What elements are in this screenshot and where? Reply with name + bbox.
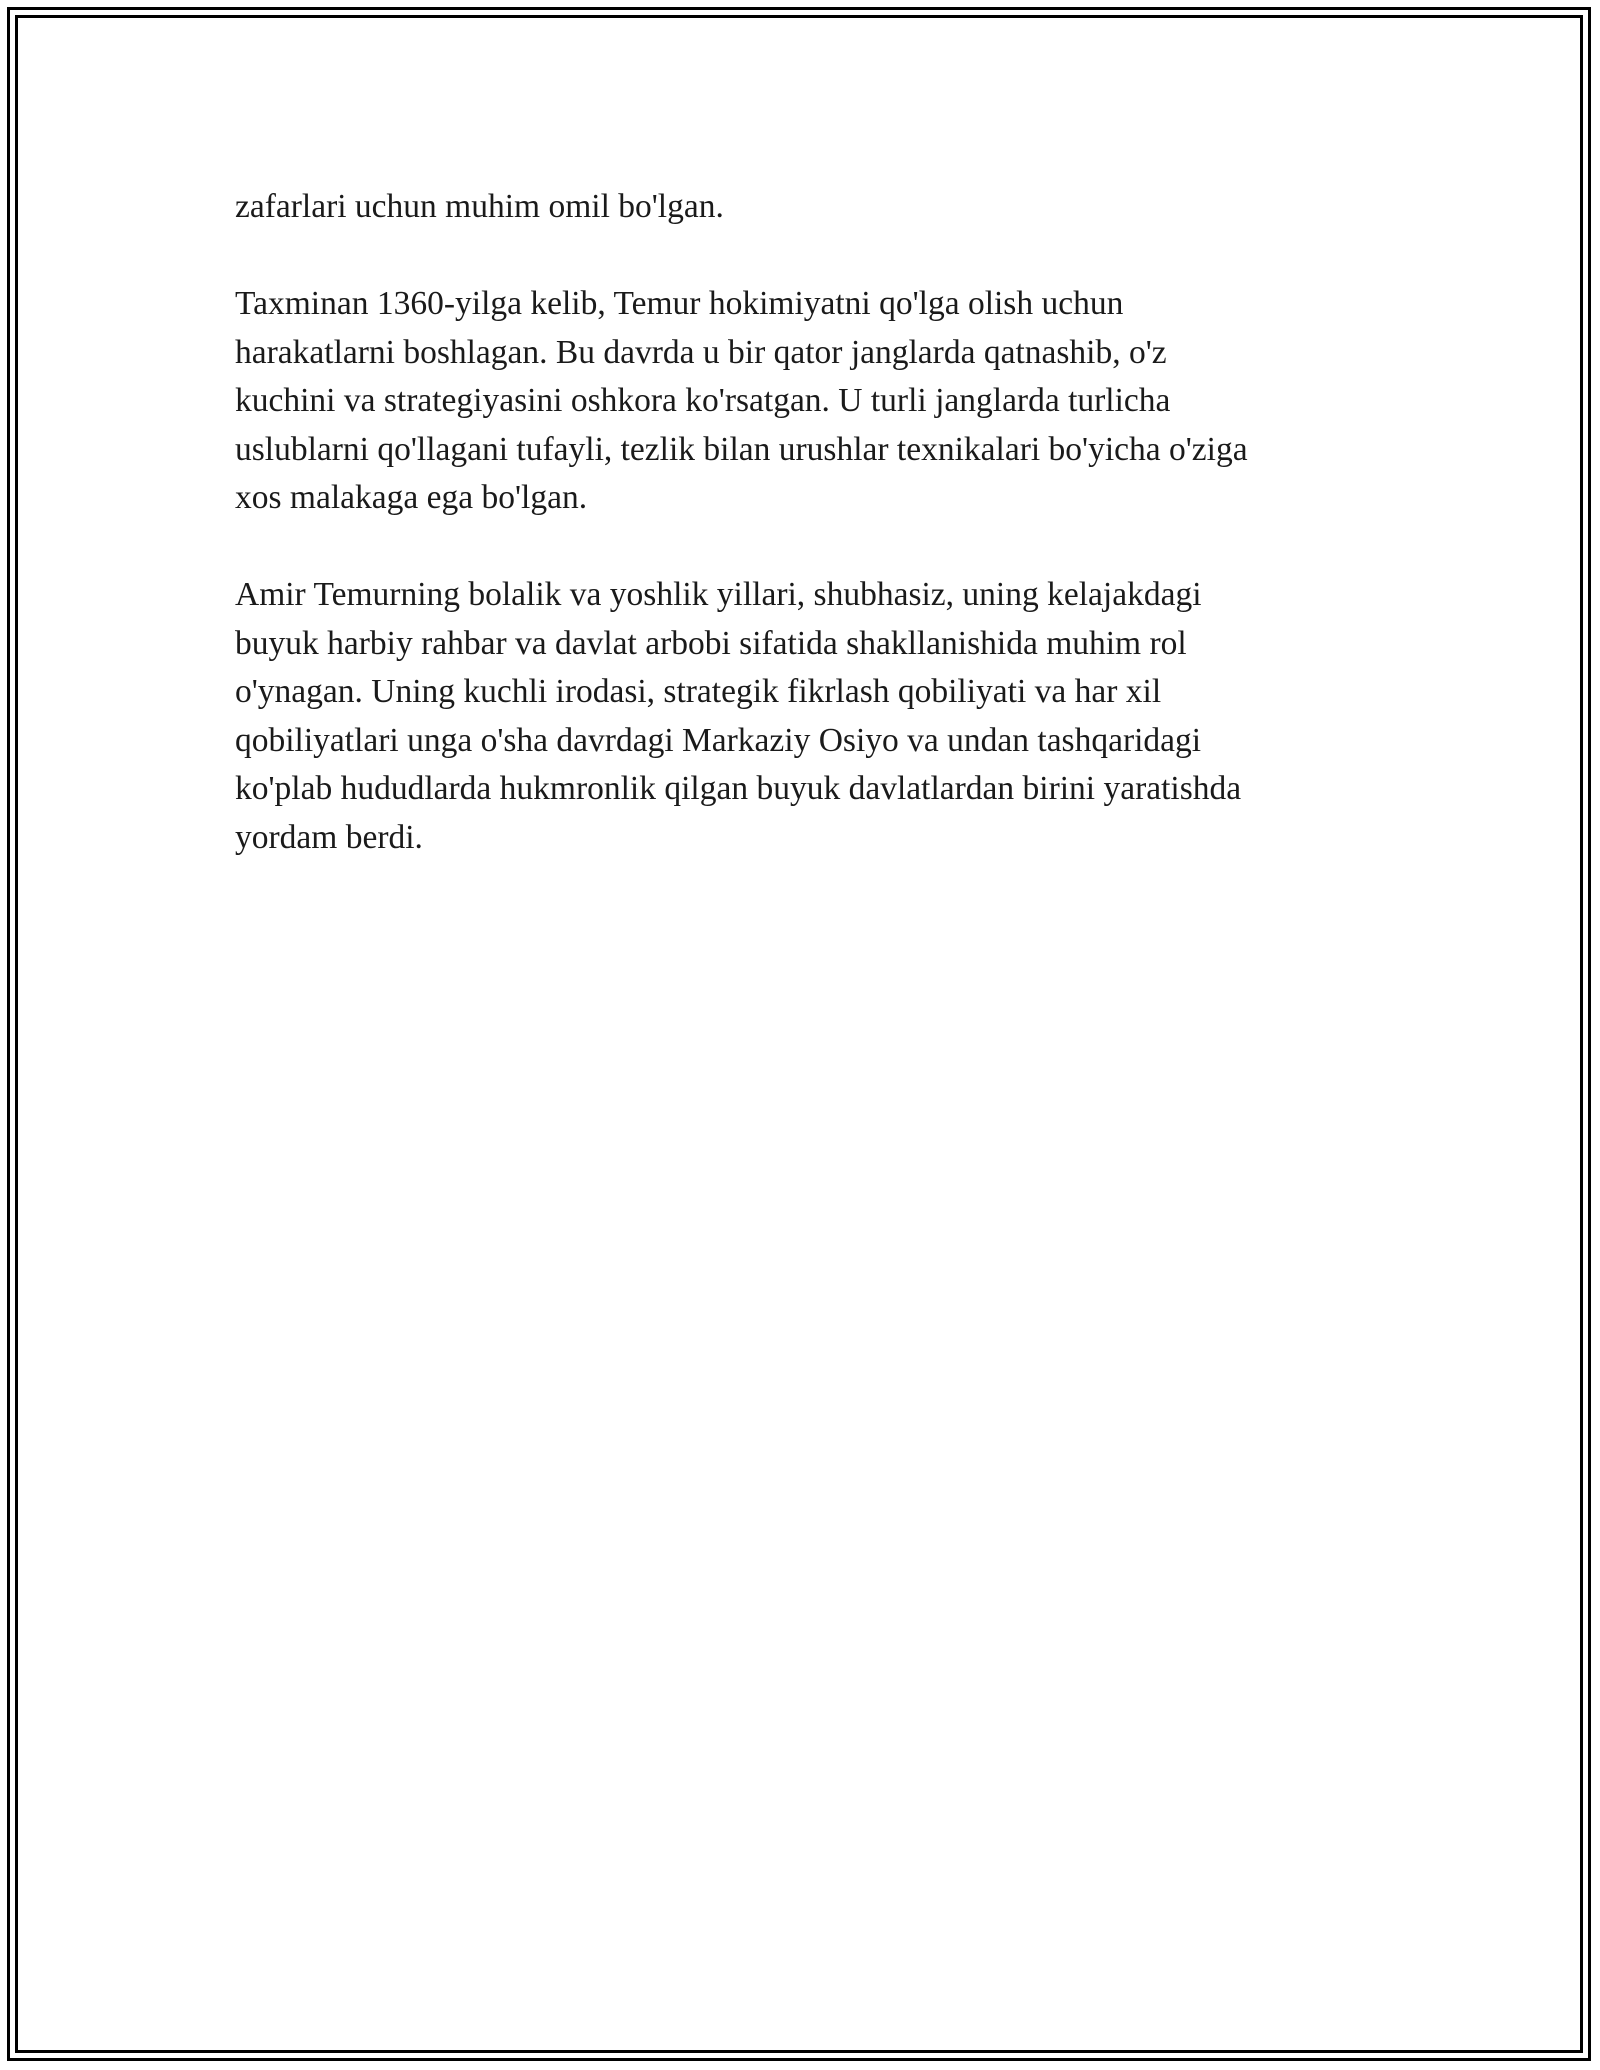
text-line: xos malakaga ega bo'lgan. bbox=[235, 479, 588, 516]
text-line: ko'plab hududlarda hukmronlik qilgan buyuk davlatlardan birini yaratishda bbox=[235, 770, 1242, 807]
text-line: Taxminan 1360-yilga kelib, Temur hokimiyatni qo'lga olish uchun bbox=[235, 285, 1124, 322]
paragraph-2 bbox=[235, 280, 1365, 523]
text-line: kuchini va strategiyasini oshkora ko'rsatgan. U turli janglarda turlicha bbox=[235, 382, 1171, 419]
paragraph-3 bbox=[235, 571, 1365, 862]
text-line: harakatlarni boshlagan. Bu davrda u bir qator janglarda qatnashib, o'z bbox=[235, 333, 1167, 371]
text-line: zafarlari uchun muhim omil bo'lgan. bbox=[235, 188, 724, 225]
text-line: qobiliyatlari unga o'sha davrdagi Markaziy Osiyo va undan tashqaridagi bbox=[235, 721, 1202, 759]
document-body bbox=[235, 183, 1365, 911]
text-line: Amir Temurning bolalik va yoshlik yillari, shubhasiz, uning kelajakdagi bbox=[235, 576, 1202, 613]
paragraph-1 bbox=[235, 183, 1365, 232]
text-line: yordam berdi. bbox=[235, 818, 423, 856]
text-line: buyuk harbiy rahbar va davlat arbobi sifatida shakllanishida muhim rol bbox=[235, 624, 1187, 662]
text-line: uslublarni qo'llagani tufayli, tezlik bilan urushlar texnikalari bo'yicha o'ziga bbox=[235, 430, 1248, 468]
text-line: o'ynagan. Uning kuchli irodasi, strategik fikrlash qobiliyati va har xil bbox=[235, 673, 1162, 710]
